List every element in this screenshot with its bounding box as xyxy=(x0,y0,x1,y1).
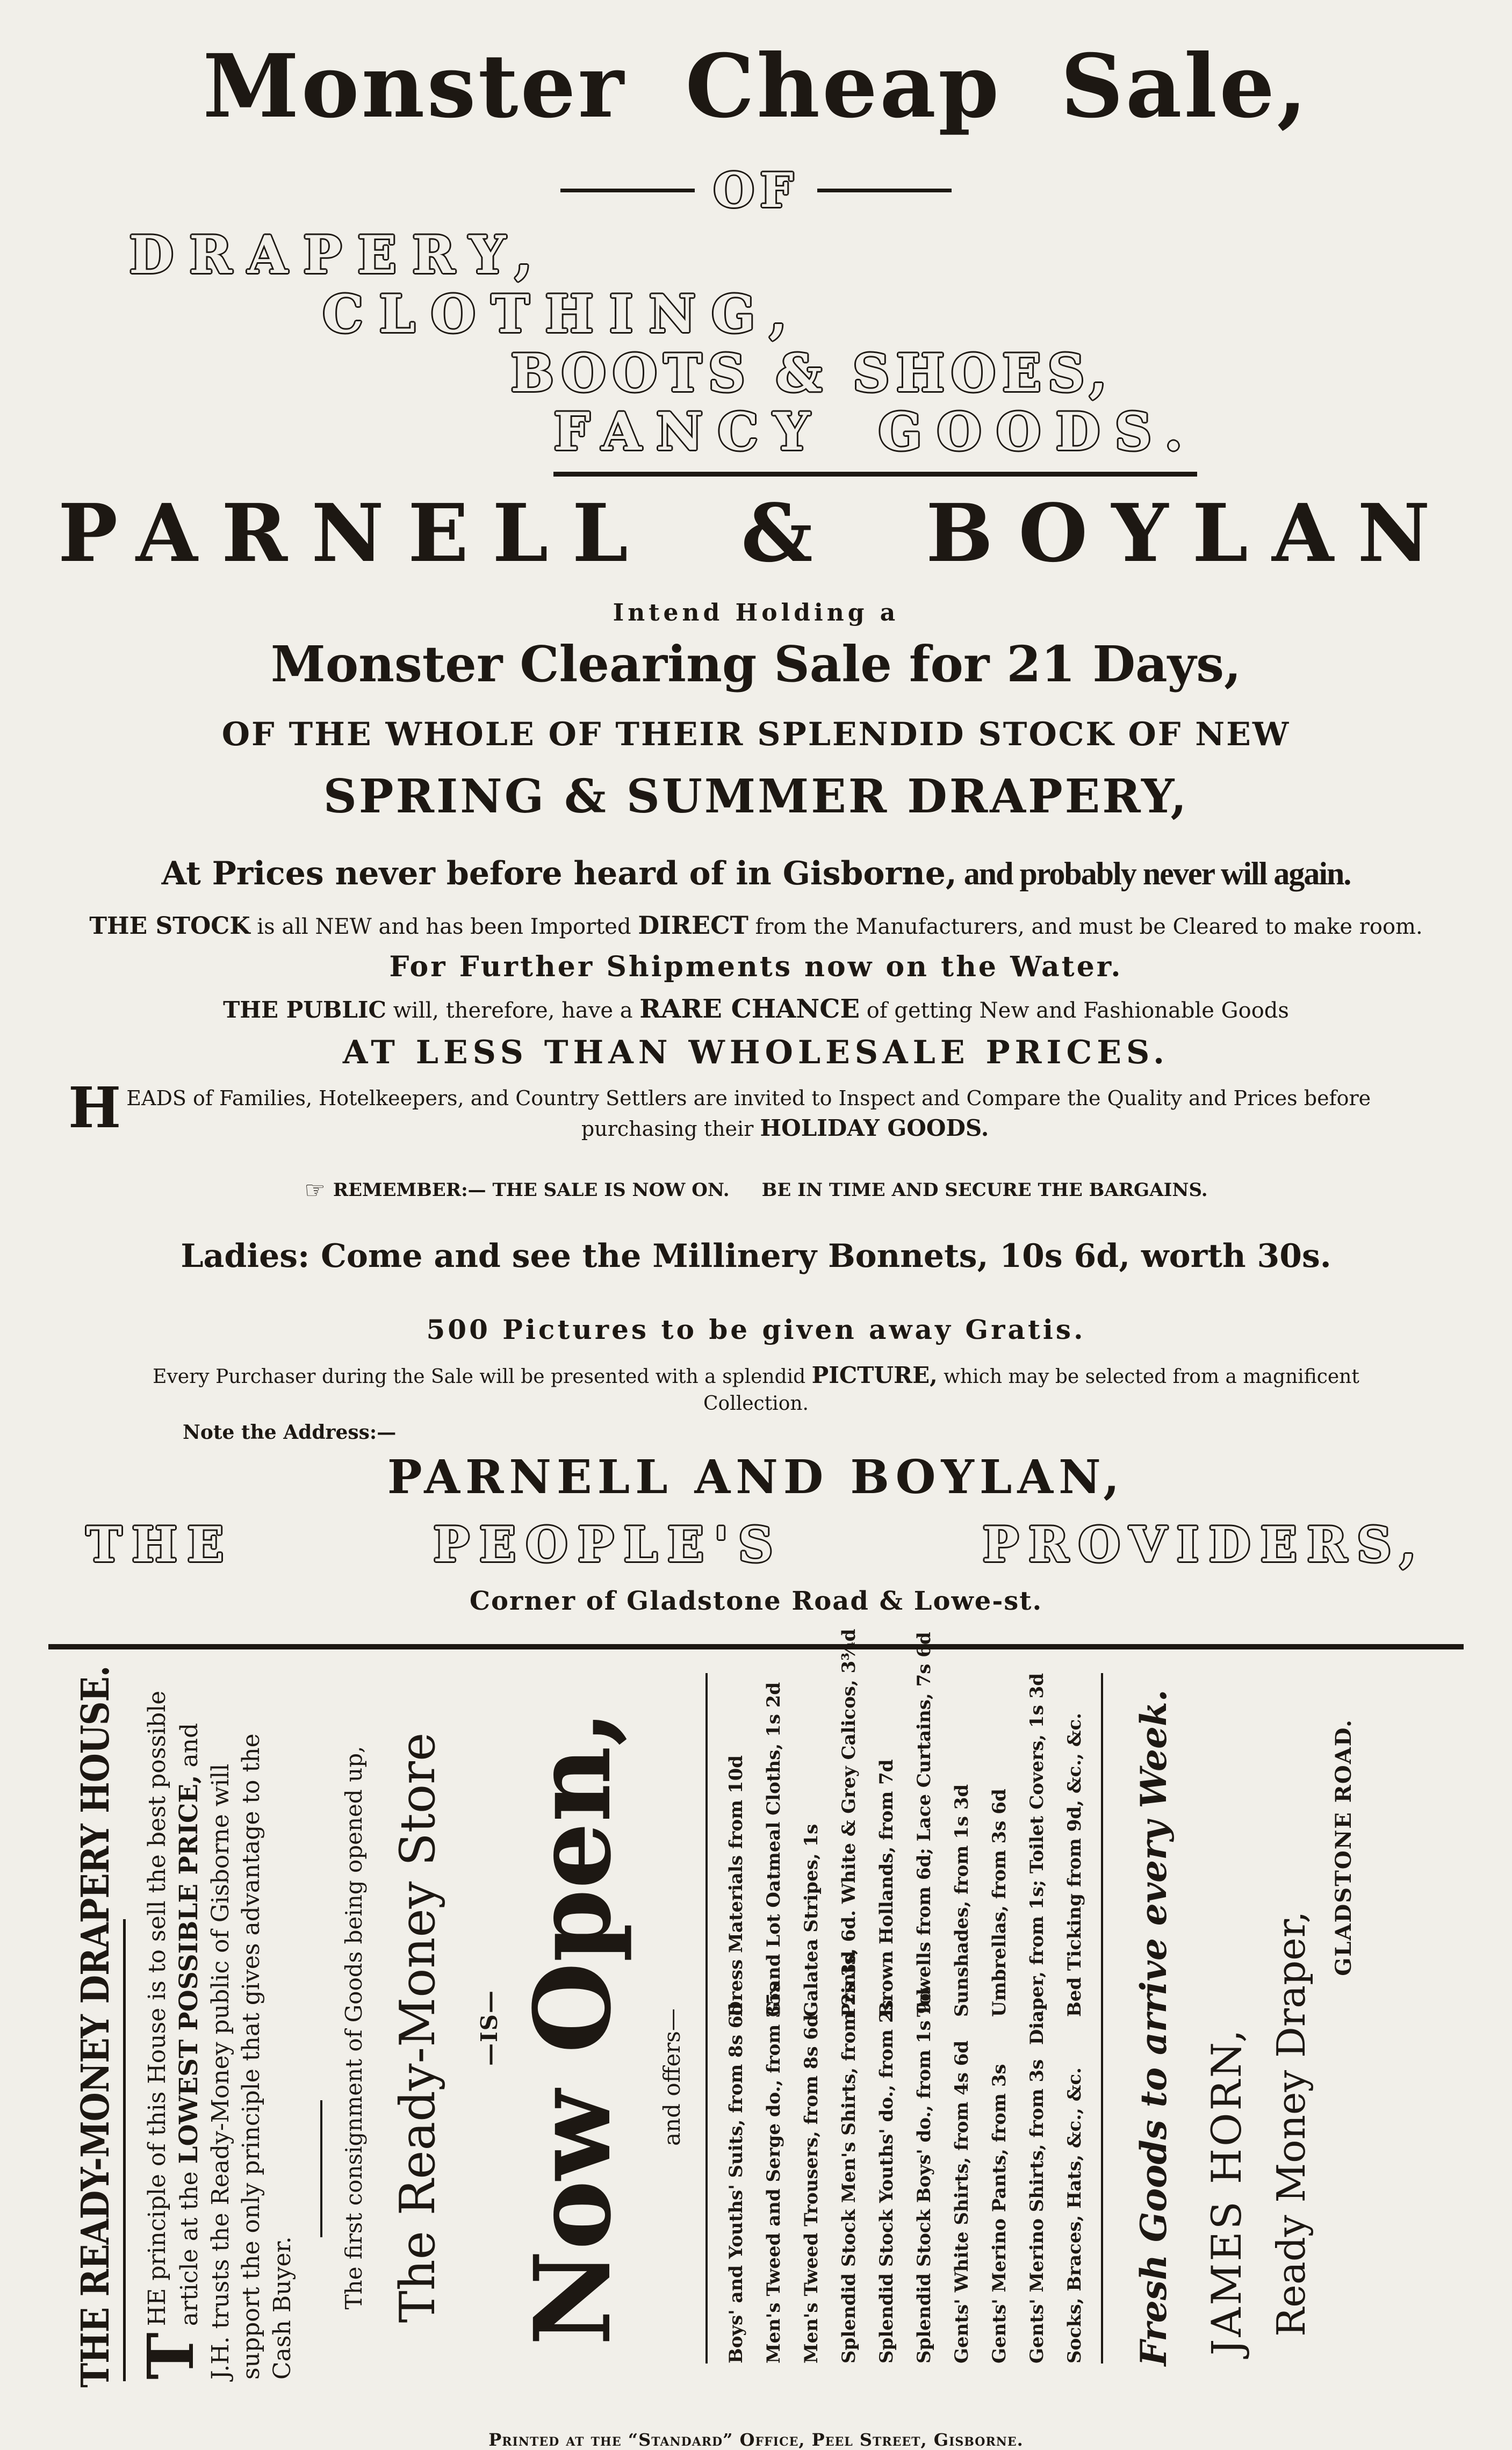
stock-line-tail: from the Manufacturers, and must be Cleared to make room. xyxy=(748,914,1423,939)
fancy-goods-underlined: FANCY GOODS. xyxy=(553,401,1197,477)
category-list xyxy=(48,225,1464,463)
category-drapery: DRAPERY, xyxy=(129,225,548,285)
note-address-label: Note the Address:— xyxy=(183,1421,397,1444)
price-list-row xyxy=(1056,1673,1093,2363)
price-item-right: Sunshades, from 1s 3d xyxy=(951,1784,973,2017)
lowest-price-emphasis: LOWEST POSSIBLE PRICE, xyxy=(174,1775,204,2164)
clearing-sale-line: Monster Clearing Sale for 21 Days, xyxy=(270,635,1242,693)
category-boots-shoes: BOOTS & SHOES, xyxy=(510,342,1113,403)
prices-line-b: and probably never will again. xyxy=(956,856,1351,891)
price-list-row xyxy=(1018,1673,1056,2363)
price-item-left: Socks, Braces, Hats, &c., &c. xyxy=(1063,2067,1085,2364)
principle-dropcap: T xyxy=(133,2332,208,2380)
headline-rule xyxy=(123,1919,126,2381)
stock-line xyxy=(48,911,1464,940)
store-name-line: The Ready-Money Store xyxy=(389,1732,446,2323)
heads-line-2 xyxy=(126,1113,1444,1144)
of-rule-left xyxy=(560,189,695,192)
stock-line-mid: is all NEW and has been Imported xyxy=(250,914,638,939)
category-clothing: CLOTHING, xyxy=(322,283,803,344)
peoples-providers-line xyxy=(48,1516,1464,1573)
prices-line-a: At Prices never before heard of in Gisborne, xyxy=(161,855,957,892)
remember-line-b: BE IN TIME AND SECURE THE BARGAINS. xyxy=(761,1179,1208,1201)
price-item-right: Umbrellas, from 3s 6d xyxy=(988,1789,1010,2017)
and-offers-label: and offers— xyxy=(658,2008,685,2146)
gratis-paragraph xyxy=(48,1360,1464,1417)
intend-holding-line: Intend Holding a xyxy=(613,599,899,626)
price-item-right: Brown Hollands, from 7d xyxy=(875,1759,897,2017)
price-item-left: Gents' Merino Shirts, from 3s xyxy=(1026,2059,1048,2364)
gratis-line-1a: Every Purchaser during the Sale will be presented with a splendid xyxy=(153,1365,812,1388)
is-divider-label: —IS— xyxy=(476,1990,502,2066)
category-fancy-goods xyxy=(553,401,1464,463)
principle-text-1: HE principle of this House is to sell the best possible article at the xyxy=(143,1690,204,2326)
consignment-line: The first consignment of Goods being opened up, xyxy=(340,1746,367,2310)
gratis-line-2: Collection. xyxy=(703,1392,809,1415)
providers-word-the: THE xyxy=(86,1516,234,1574)
of-rule-right xyxy=(817,189,952,192)
main-title: Monster Cheap Sale, xyxy=(203,35,1309,138)
printer-imprint: Printed at the “Standard” Office, Peel Street, Gisborne. xyxy=(488,2430,1024,2450)
of-label: OF xyxy=(713,162,799,218)
corner-address-line: Corner of Gladstone Road & Lowe-st. xyxy=(469,1586,1043,1617)
of-divider xyxy=(48,162,1464,218)
proprietor-title: Ready Money Draper, xyxy=(1268,1911,1314,2337)
heads-line-1: EADS of Families, Hotelkeepers, and Country Settlers are invited to Inspect and Compare the Quality and Prices before xyxy=(126,1086,1371,1110)
price-item-right: Bed Ticking from 9d, &c., &c. xyxy=(1063,1713,1085,2017)
whole-stock-line: OF THE WHOLE OF THEIR SPLENDID STOCK OF NEW xyxy=(221,716,1291,753)
paragraph-end-rule xyxy=(320,2100,322,2237)
stock-line-lead: THE STOCK xyxy=(89,912,250,940)
proprietor-address: GLADSTONE ROAD. xyxy=(1330,1719,1356,1977)
heads-line-2a: purchasing their xyxy=(581,1117,760,1141)
price-item-left: Men's Tweed and Serge do., from 35s xyxy=(762,1982,784,2364)
stock-line-direct: DIRECT xyxy=(638,911,748,940)
principle-text-2: and J.H. trusts the Ready-Money public of Gisborne will support the only principle that gives advantage to the Cash Buyer. xyxy=(176,1723,296,2380)
wholesale-prices-line: AT LESS THAN WHOLESALE PRICES. xyxy=(342,1034,1170,1071)
pointing-hand-icon: ☞ xyxy=(304,1176,326,1204)
remember-line-a: REMEMBER:— THE SALE IS NOW ON. xyxy=(333,1179,730,1201)
heads-dropcap: H xyxy=(68,1075,121,1141)
picture-label: PICTURE, xyxy=(811,1361,938,1388)
holiday-goods-label: HOLIDAY GOODS. xyxy=(760,1115,989,1142)
public-line-mid: will, therefore, have a xyxy=(386,998,640,1023)
price-list-row xyxy=(905,1632,943,2364)
price-item-left: Gents' Merino Pants, from 3s xyxy=(988,2064,1010,2364)
sideways-ad-section xyxy=(59,1628,1456,2388)
public-line-lead: THE PUBLIC xyxy=(223,997,386,1023)
ladies-millinery-line: Ladies: Come and see the Millinery Bonnets, 10s 6d, worth 30s. xyxy=(181,1237,1331,1275)
price-item-left: Men's Tweed Trousers, from 8s 6d xyxy=(800,2014,822,2364)
fresh-goods-line: Fresh Goods to arrive every Week. xyxy=(1132,1689,1175,2366)
price-list-row xyxy=(755,1673,793,2363)
public-line xyxy=(48,994,1464,1024)
prices-line xyxy=(48,855,1464,892)
principle-paragraph xyxy=(133,1676,298,2380)
price-list xyxy=(705,1628,1103,2364)
gratis-line-1c: which may be selected from a magnificent xyxy=(937,1365,1359,1388)
spring-summer-line: SPRING & SUMMER DRAPERY, xyxy=(323,769,1189,824)
price-item-left: Gents' White Shirts, from 4s 6d xyxy=(951,2041,973,2364)
shipments-line: For Further Shipments now on the Water. xyxy=(389,950,1123,983)
price-list-row xyxy=(868,1673,905,2363)
price-item-right: Towells from 6d; Lace Curtains, 7s 6d xyxy=(913,1632,935,2017)
price-item-right: Dress Materials from 10d xyxy=(725,1755,747,2017)
section-divider-rule xyxy=(48,1644,1464,1649)
price-item-left: Splendid Stock Boys' do., from 1s 9d xyxy=(913,1988,935,2364)
price-item-left: Splendid Stock Youths' do., from 2s xyxy=(875,2000,897,2364)
price-item-right: Galatea Stripes, 1s xyxy=(800,1824,822,2017)
price-list-row xyxy=(717,1673,755,2363)
price-list-row xyxy=(981,1673,1018,2363)
gratis-line-1 xyxy=(48,1360,1464,1391)
public-line-rare-chance: RARE CHANCE xyxy=(639,994,860,1024)
pictures-gratis-headline: 500 Pictures to be given away Gratis. xyxy=(426,1313,1086,1345)
sideways-ad-content xyxy=(59,1628,1456,2388)
now-open-headline: Now Open, xyxy=(510,1710,634,2346)
price-item-right: Grand Lot Oatmeal Cloths, 1s 2d xyxy=(762,1682,784,2017)
public-line-tail: of getting New and Fashionable Goods xyxy=(860,998,1289,1023)
price-item-right: Diaper, from 1s; Toilet Covers, 1s 3d xyxy=(1026,1673,1048,2045)
price-item-left: Boys' and Youths' Suits, from 8s 6d xyxy=(725,2003,747,2364)
proprietor-name: JAMES HORN, xyxy=(1202,2027,1250,2356)
firm-name-repeat: PARNELL AND BOYLAN, xyxy=(387,1450,1125,1505)
remember-line xyxy=(48,1177,1464,1204)
ready-money-headline: THE READY-MONEY DRAPERY HOUSE. xyxy=(73,1666,118,2388)
price-list-row xyxy=(830,1628,868,2364)
price-item-right: Prints, 6d. White & Grey Calicos, 3¾d xyxy=(838,1628,860,2017)
price-item-left: Splendid Stock Men's Shirts, from 2s 3d xyxy=(838,1951,860,2364)
price-list-row xyxy=(793,1673,830,2363)
providers-word-providers: PROVIDERS, xyxy=(982,1516,1426,1574)
firm-name: PARNELL & BOYLAN xyxy=(57,486,1455,580)
providers-word-peoples: PEOPLE'S xyxy=(433,1516,783,1574)
price-list-row xyxy=(943,1673,981,2363)
heads-paragraph xyxy=(68,1075,1444,1144)
